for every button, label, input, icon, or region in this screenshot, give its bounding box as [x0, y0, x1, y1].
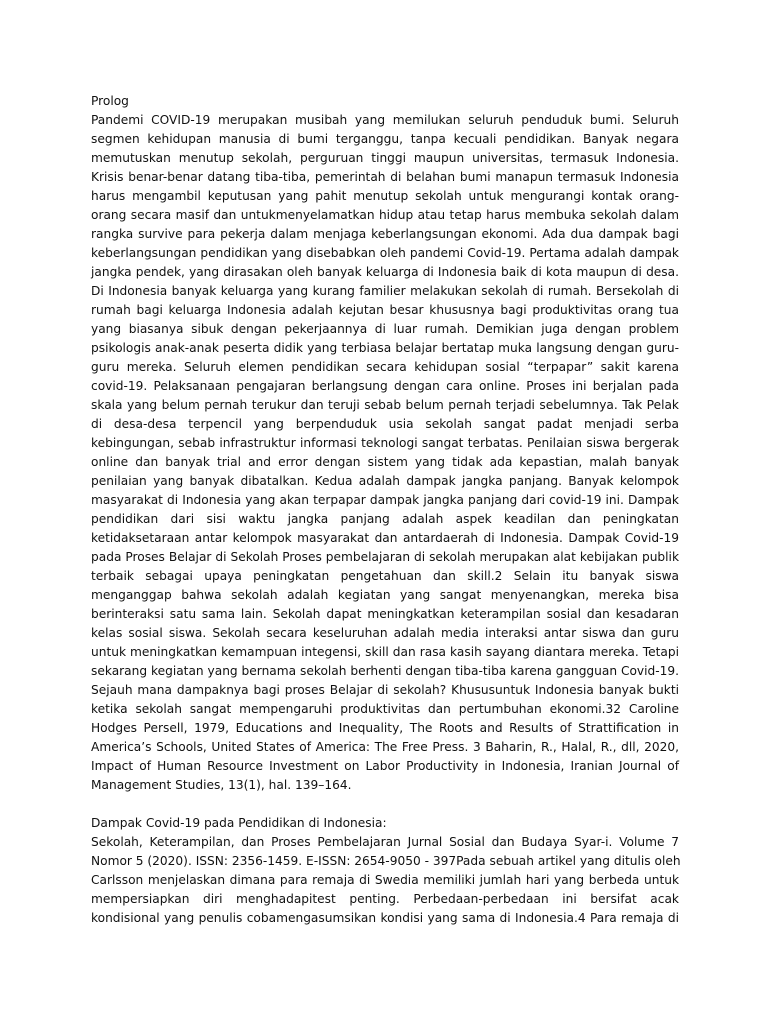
text-line: online dan banyak trial and error dengan sistem yang tidak ada kepastian, malah banyak [91, 455, 679, 469]
text-line: rumah bagi keluarga Indonesia adalah kejutan besar khususnya bagi produktivitas orang tua [91, 303, 679, 317]
text-line: kondisional yang penulis cobamengasumsikan kondisi yang sama di Indonesia.4 Para remaja di [91, 911, 679, 925]
text-line: Krisis benar-benar datang tiba-tiba, pemerintah di belahan bumi manapun termasuk Indonesia [91, 170, 679, 184]
text-line: sekarang kegiatan yang bernama sekolah berhenti dengan tiba-tiba karena gangguan Covid-19. [91, 664, 680, 678]
text-line: Nomor 5 (2020). ISSN: 2356-1459. E-ISSN: 2654-9050 - 397Pada sebuah artikel yang ditulis oleh [91, 854, 681, 868]
text-line: keberlangsungan pendidikan yang disebabkan oleh pandemi Covid-19. Pertama adalah dampak [91, 246, 679, 260]
text-line: skala yang belum pernah terukur dan teruji sebab belum pernah terjadi sebelumnya. Tak Pelak [91, 398, 679, 412]
text-line: memutuskan menutup sekolah, perguruan tinggi maupun universitas, termasuk Indonesia. [91, 151, 679, 165]
text-line: segmen kehidupan manusia di bumi terganggu, tanpa kecuali pendidikan. Banyak negara [91, 132, 679, 146]
text-line: guru mereka. Seluruh elemen pendidikan secara kehidupan sosial “terpapar” sakit karena [91, 360, 679, 374]
text-line: Sekolah, Keterampilan, dan Proses Pembelajaran Jurnal Sosial dan Budaya Syar-i. Volume 7 [91, 835, 679, 849]
prolog-paragraph [91, 111, 679, 795]
text-line: Management Studies, 13(1), hal. 139–164. [91, 778, 352, 792]
text-line: America’s Schools, United States of America: The Free Press. 3 Baharin, R., Halal, R., dll, 2020, [91, 740, 679, 754]
text-line: kelas sosial siswa. Sekolah secara keseluruhan adalah media interaksi antar siswa dan guru [91, 626, 679, 640]
text-line: Di Indonesia banyak keluarga yang kurang familier melakukan sekolah di rumah. Bersekolah di [91, 284, 679, 298]
text-line: mempersiapkan diri menghadapitest penting. Perbedaan-perbedaan ini bersifat acak [91, 892, 679, 906]
text-line: untuk meningkatkan kemampuan integensi, skill dan rasa kasih sayang diantara mereka. Tetapi [91, 645, 679, 659]
dampak-paragraph [91, 833, 679, 928]
document-page [91, 92, 679, 928]
text-line: ketidaksetaraan antar kelompok masyarakat dan antardaerah di Indonesia. Dampak Covid-19 [91, 531, 679, 545]
dampak-heading: Dampak Covid-19 pada Pendidikan di Indonesia: [91, 816, 387, 830]
text-line: kebingungan, sebab infrastruktur informasi teknologi sangat terbatas. Penilaian siswa bergerak [91, 436, 679, 450]
text-line: pada Proses Belajar di Sekolah Proses pembelajaran di sekolah merupakan alat kebijakan publik [91, 550, 679, 564]
text-line: harus mengambil keputusan yang pahit menutup sekolah untuk mengurangi kontak orang- [91, 189, 679, 203]
text-line: orang secara masif dan untukmenyelamatkan hidup atau tetap harus membuka sekolah dalam [91, 208, 679, 222]
text-line: Impact of Human Resource Investment on Labor Productivity in Indonesia, Iranian Journal of [91, 759, 679, 773]
section-spacer [91, 795, 679, 814]
text-line: rangka survive para pekerja dalam menjaga keberlangsungan ekonomi. Ada dua dampak bagi [91, 227, 679, 241]
text-line: Carlsson menjelaskan dimana para remaja di Swedia memiliki jumlah hari yang berbeda untuk [91, 873, 679, 887]
text-line: pendidikan dari sisi waktu jangka panjang adalah aspek keadilan dan peningkatan [91, 512, 679, 526]
text-line: jangka pendek, yang dirasakan oleh banyak keluarga di Indonesia baik di kota maupun di desa. [91, 265, 679, 279]
prolog-heading: Prolog [91, 94, 129, 108]
text-line: terbaik sebagai upaya peningkatan pengetahuan dan skill.2 Selain itu banyak siswa [91, 569, 679, 583]
text-line: Sejauh mana dampaknya bagi proses Belajar di sekolah? Khususuntuk Indonesia banyak bukti [91, 683, 679, 697]
text-line: covid-19. Pelaksanaan pengajaran berlangsung dengan cara online. Proses ini berjalan pada [91, 379, 679, 393]
text-line: yang biasanya sibuk dengan pekerjaannya di luar rumah. Demikian juga dengan problem [91, 322, 679, 336]
text-line: menganggap bahwa sekolah adalah kegiatan yang sangat menyenangkan, mereka bisa [91, 588, 679, 602]
text-line: Pandemi COVID-19 merupakan musibah yang memilukan seluruh penduduk bumi. Seluruh [91, 113, 679, 127]
text-line: ketika sekolah sangat mempengaruhi produktivitas dan pertumbuhan ekonomi.32 Caroline [91, 702, 679, 716]
text-line: berinteraksi satu sama lain. Sekolah dapat meningkatkan keterampilan sosial dan kesadaran [91, 607, 679, 621]
text-line: di desa-desa terpencil yang berpenduduk usia sekolah sangat padat menjadi serba [91, 417, 679, 431]
text-line: masyarakat di Indonesia yang akan terpapar dampak jangka panjang dari covid-19 ini. Dampak [91, 493, 679, 507]
text-line: psikologis anak-anak peserta didik yang terbiasa belajar bertatap muka langsung dengan guru- [91, 341, 679, 355]
text-line: penilaian yang banyak dibatalkan. Kedua adalah dampak jangka panjang. Banyak kelompok [91, 474, 679, 488]
text-line: Hodges Persell, 1979, Educations and Inequality, The Roots and Results of Strattification in [91, 721, 679, 735]
